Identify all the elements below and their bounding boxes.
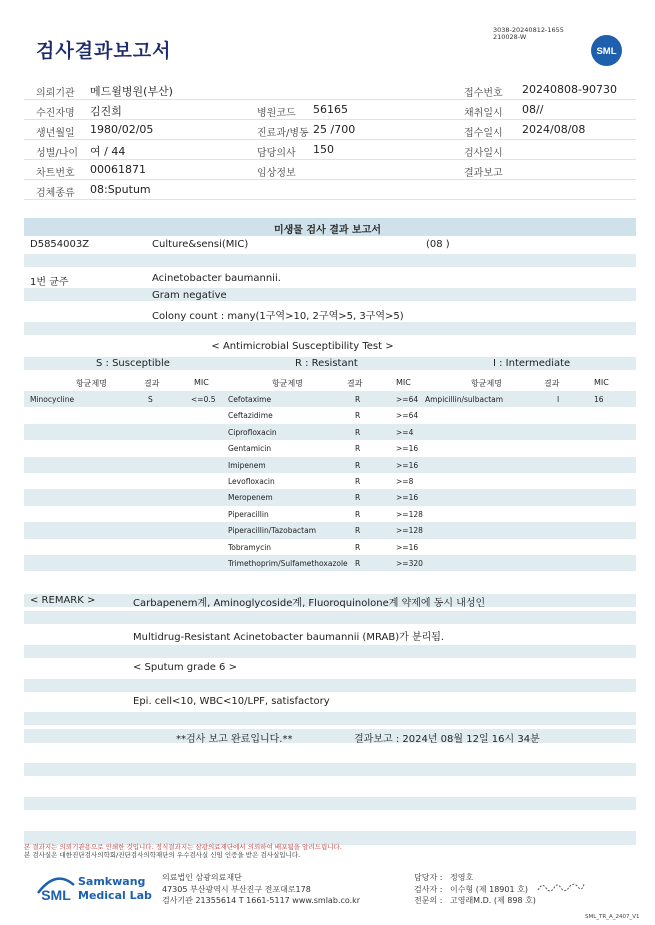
ast-drug-name: Piperacillin (228, 509, 269, 519)
ast-mic: >=64 (396, 395, 419, 404)
ast-row-band (24, 457, 636, 473)
row-band (24, 712, 636, 725)
legend-resistant: R : Resistant (295, 358, 358, 369)
form-code: SML_TR_A_2407_V1 (585, 914, 640, 920)
patient-field-label: 접수번호 (464, 88, 503, 99)
ast-result: R (355, 427, 361, 437)
ast-col-header: 항균제명 (76, 379, 107, 388)
patient-field-label: 검체종류 (36, 188, 75, 199)
footer-note-red: 본 결과지는 의뢰기관용으로 인쇄한 것입니다. 정식결과지는 삼광의료재단에서 의뢰하여 배포됨을 알려드립니다. (24, 843, 342, 851)
test-spec: (08 ) (426, 239, 450, 250)
completion-band (24, 729, 636, 743)
row-band (24, 254, 636, 267)
ast-mic: >=320 (396, 559, 423, 568)
staff-value: 이수형 (제 18901 호) (450, 885, 528, 894)
ast-col-header: 결과 (144, 379, 160, 388)
ast-result: R (355, 411, 361, 421)
row-divider (24, 159, 636, 160)
staff-value: 고영래M.D. (제 898 호) (450, 896, 536, 905)
signature-image (536, 880, 586, 897)
staff-label: 담당자 : (414, 873, 443, 882)
ast-mic: >=16 (396, 542, 419, 552)
row-band (24, 322, 636, 335)
patient-field-label: 수진자명 (36, 108, 75, 119)
patient-field-value: 08:Sputum (90, 183, 151, 196)
organism-colony: Colony count : many(1구역>10, 2구역>5, 3구역>5) (152, 311, 404, 322)
patient-field-value: 여 / 44 (90, 145, 126, 158)
patient-field-label: 생년월일 (36, 128, 75, 139)
organism-name: Acinetobacter baumannii. (152, 273, 281, 284)
ast-title: < Antimicrobial Susceptibility Test > (211, 341, 394, 352)
ast-mic: 16 (594, 395, 604, 404)
row-divider (24, 199, 636, 200)
remark-label: < REMARK > (30, 595, 96, 606)
patient-field-value: 1980/02/05 (90, 123, 154, 136)
patient-field-label: 진료과/병동 (257, 128, 309, 139)
ast-result: R (355, 509, 361, 519)
ast-mic: >=4 (396, 427, 414, 437)
remark-line4: Epi. cell<10, WBC<10/LPF, satisfactory (133, 696, 330, 707)
ast-result: I (557, 395, 560, 404)
ast-drug-name: Gentamicin (228, 444, 272, 454)
test-code: D5854003Z (30, 239, 90, 250)
section-title: 미생물 검사 결과 보고서 (273, 225, 382, 236)
row-divider (24, 139, 636, 140)
row-band (24, 763, 636, 776)
row-band (24, 611, 636, 624)
ast-col-header: MIC (194, 378, 209, 387)
patient-field-label: 채취일시 (464, 108, 503, 119)
ast-col-header: 결과 (544, 379, 560, 388)
report-title: 검사결과보고서 (36, 40, 172, 62)
patient-field-value: 56165 (313, 103, 348, 116)
patient-field-value: 김진희 (90, 105, 122, 118)
ast-mic: >=16 (396, 444, 419, 454)
ast-drug-name: Tobramycin (228, 542, 272, 552)
ast-result: R (355, 460, 361, 470)
footer-org-line: 47305 부산광역시 부산진구 전포대로178 (162, 885, 311, 894)
doc-id-line1: 3038-20240812-1655 (493, 26, 564, 34)
ast-mic: >=8 (396, 477, 414, 486)
row-divider (24, 99, 636, 100)
ast-drug-name: Trimethoprim/Sulfamethoxazole (228, 559, 348, 568)
patient-field-value: 25 /700 (313, 123, 356, 136)
ast-row-band (24, 391, 636, 407)
ast-mic: <=0.5 (191, 395, 216, 404)
patient-field-value: 메드윌병원(부산) (90, 85, 173, 98)
ast-mic: >=128 (396, 509, 423, 519)
staff-label: 전문의 : (414, 896, 443, 905)
footer-org-name-1: Samkwang (78, 875, 146, 888)
legend-intermediate: I : Intermediate (493, 358, 571, 369)
sml-footer-logo-icon (36, 873, 76, 906)
ast-drug-name: Minocycline (30, 395, 75, 404)
ast-col-header: MIC (594, 378, 609, 387)
sml-logo-icon (590, 34, 623, 67)
footer-org-name-2: Medical Lab (78, 889, 152, 902)
ast-drug-name: Meropenem (228, 493, 273, 503)
patient-field-label: 차트번호 (36, 168, 75, 179)
patient-field-label: 검사일시 (464, 148, 503, 159)
ast-result: R (355, 526, 361, 536)
ast-result: R (355, 493, 361, 503)
ast-drug-name: Ampicillin/sulbactam (425, 395, 504, 404)
patient-field-label: 담당의사 (257, 148, 296, 159)
doc-id-line2: 210028-W (493, 33, 527, 41)
row-band (24, 797, 636, 810)
patient-field-label: 의뢰기관 (36, 88, 75, 99)
report-time: 결과보고 : 2024년 08월 12일 16시 34분 (354, 734, 540, 745)
ast-drug-name: Cefotaxime (228, 395, 272, 404)
ast-col-header: MIC (396, 378, 411, 387)
ast-col-header: 항균제명 (471, 379, 502, 388)
staff-label: 검사자 : (414, 885, 443, 894)
patient-field-label: 결과보고 (464, 168, 503, 179)
footer-note-black: 본 검사실은 대한진단검사의학회/진단검사의학재단의 우수검사실 신임 인증을 받은 검사실입니다. (24, 851, 301, 859)
ast-result: R (355, 395, 361, 404)
ast-result: R (355, 444, 361, 454)
completion-text: **검사 보고 완료입니다.** (176, 734, 293, 745)
ast-result: R (355, 542, 361, 552)
ast-drug-name: Piperacillin/Tazobactam (228, 526, 317, 536)
patient-field-value: 150 (313, 143, 334, 156)
footer-logo-text: SML (41, 887, 71, 903)
row-divider (24, 119, 636, 120)
ast-row-band (24, 424, 636, 440)
patient-field-value: 08// (522, 103, 544, 116)
test-name: Culture&sensi(MIC) (152, 239, 249, 250)
patient-field-label: 병원코드 (257, 108, 296, 119)
ast-mic: >=16 (396, 493, 419, 503)
organism-label: 1번 균주 (30, 277, 69, 288)
remark-line3: < Sputum grade 6 > (133, 662, 237, 673)
row-band (24, 288, 636, 301)
footer-org-line: 검사기관 21355614 T 1661-5117 www.smlab.co.kr (162, 896, 361, 905)
ast-mic: >=128 (396, 526, 423, 536)
ast-col-header: 항균제명 (272, 379, 303, 388)
row-band (24, 679, 636, 692)
patient-field-value: 20240808-90730 (522, 83, 617, 96)
legend-susceptible: S : Susceptible (96, 358, 170, 369)
footer-org-line: 의료법인 삼광의료재단 (162, 873, 242, 882)
patient-field-label: 임상정보 (257, 168, 296, 179)
ast-row-band (24, 522, 636, 538)
ast-result: R (355, 559, 361, 568)
ast-result: R (355, 477, 361, 486)
row-band (24, 645, 636, 658)
ast-drug-name: Ceftazidime (228, 411, 273, 421)
remark-line1: Carbapenem계, Aminoglycoside계, Fluoroquinolone계 약제에 동시 내성인 (133, 598, 486, 609)
ast-drug-name: Levofloxacin (228, 477, 275, 486)
row-divider (24, 179, 636, 180)
patient-field-value: 2024/08/08 (522, 123, 586, 136)
patient-field-value: 00061871 (90, 163, 146, 176)
staff-value: 정영호 (450, 873, 474, 882)
organism-gram: Gram negative (152, 290, 227, 301)
ast-result: S (148, 395, 153, 404)
ast-row-band (24, 489, 636, 505)
ast-mic: >=16 (396, 460, 419, 470)
sml-logo-text: SML (596, 46, 617, 57)
ast-drug-name: Ciprofloxacin (228, 427, 277, 437)
patient-field-label: 성별/나이 (36, 148, 79, 159)
ast-col-header: 결과 (347, 379, 363, 388)
ast-mic: >=64 (396, 411, 419, 421)
patient-field-label: 접수일시 (464, 128, 503, 139)
remark-line2: Multidrug-Resistant Acinetobacter baumannii (MRAB)가 분리됨. (133, 632, 445, 643)
ast-drug-name: Imipenem (228, 460, 266, 470)
